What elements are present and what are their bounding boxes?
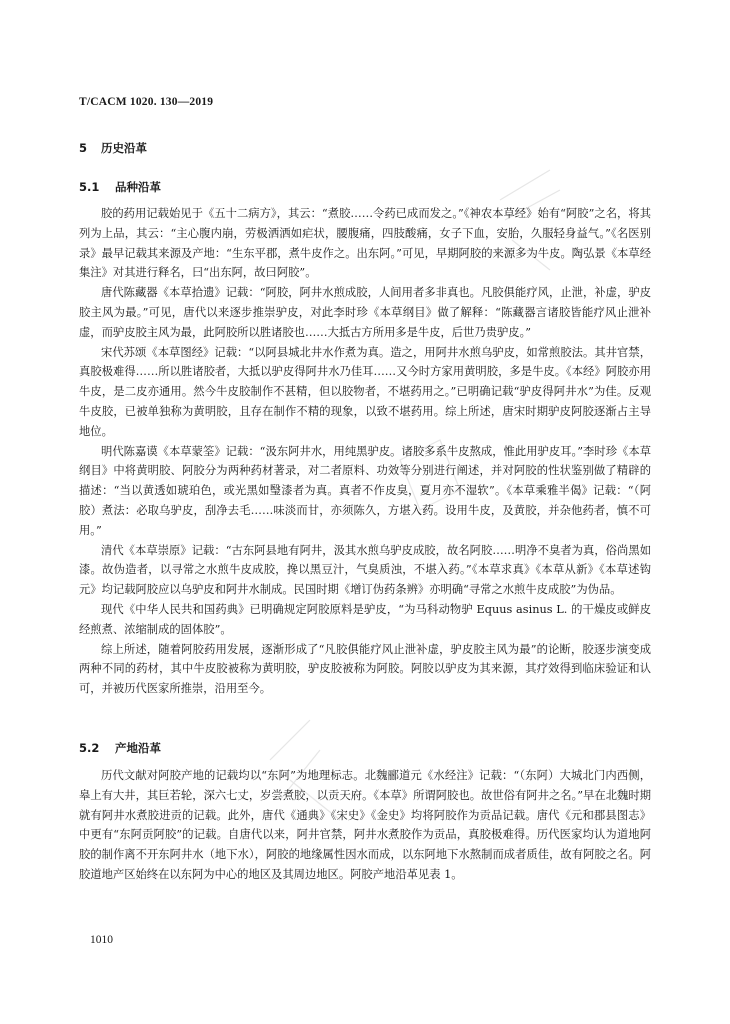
variety-history-body bbox=[79, 204, 651, 699]
subsection-title: 产地沿革 bbox=[115, 741, 161, 755]
subsection-title: 品种沿革 bbox=[115, 180, 161, 194]
paragraph: 现代《中华人民共和国药典》已明确规定阿胶原料是驴皮，“为马科动物驴 Equus asinus L. 的干燥皮或鲜皮经煎煮、浓缩制成的固体胶”。 bbox=[79, 602, 651, 636]
paragraph: 明代陈嘉谟《本草蒙筌》记载：“汲东阿井水，用纯黑驴皮。诸胶多系牛皮熬成，惟此用驴皮耳。”李时珍《本草纲目》中将黄明胶、阿胶分为两种药材著录，对二者原料、功效等分别进行阐述，并对阿胶的性状鉴别做了精辟的描述：“当以黄透如琥珀色，或光黑如瑿漆者为真。真者不作皮臭，夏月亦不湿软”。《本草乘雅半偈》记载：“（阿胶）煮法：必取乌驴皮，刮净去毛……味淡而甘，亦须陈久，方堪入药。设用牛皮，及黄胶，并杂他药者，慎不可用。” bbox=[79, 444, 651, 537]
paragraph: 历代文献对阿胶产地的记载均以“东阿”为地理标志。北魏郦道元《水经注》记载：“（东阿）大城北门内西侧，皋上有大井，其巨若轮，深六七丈，岁尝煮胶，以贡天府。《本草》所谓阿胶也。故世俗有阿井之名。”早在北魏时期就有阿井水煮胶进贡的记载。此外，唐代《通典》《宋史》《金史》均将阿胶作为贡品记载。唐代《元和郡县图志》中更有“东阿贡阿胶”的记载。自唐代以来，阿井官禁，阿井水煮胶作为贡品，真胶极难得。历代医家均认为道地阿胶的制作离不开东阿井水（地下水），阿胶的地缘属性因水而成，以东阿地下水熬制而成者质佳，故有阿胶之名。阿胶道地产区始终在以东阿为中心的地区及其周边地区。阿胶产地沿革见表 1。 bbox=[79, 769, 651, 881]
paragraph: 唐代陈藏器《本草拾遗》记载：“阿胶，阿井水煎成胶，人间用者多非真也。凡胶俱能疗风，止泄，补虚，驴皮胶主风为最。”可见，唐代以来逐步推崇驴皮，对此李时珍《本草纲目》做了解释：“陈藏器言诸胶皆能疗风止泄补虚，而驴皮胶主风为最，此阿胶所以胜诸胶也……大抵古方所用多是牛皮，后世乃贵驴皮。” bbox=[79, 286, 651, 339]
section-number: 5 bbox=[79, 141, 88, 155]
origin-history-body bbox=[79, 766, 651, 885]
subsection-heading-1 bbox=[79, 179, 161, 195]
subsection-heading-2 bbox=[79, 740, 161, 756]
paragraph: 综上所述，随着阿胶药用发展，逐渐形成了“凡胶俱能疗风止泄补虚，驴皮胶主风为最”的论断，胶逐步演变成两种不同的药材，其中牛皮胶被称为黄明胶，驴皮胶被称为阿胶。阿胶以驴皮为其来源，其疗效得到临床验证和认可，并被历代医家所推崇，沿用至今。 bbox=[79, 642, 651, 696]
paragraph: 宋代苏颂《本草图经》记载：“以阿县城北井水作煮为真。造之，用阿井水煎乌驴皮，如常煎胶法。其井官禁，真胶极难得……所以胜诸胶者，大抵以驴皮得阿井水乃佳耳……又今时方家用黄明胶，多是牛皮。《本经》阿胶亦用牛皮，是二皮亦通用。然今牛皮胶制作不甚精，但以胶物者，不堪药用之。”已明确记载“驴皮得阿井水”为佳。反观牛皮胶，已被单独称为黄明胶，且存在制作不精的现象，以致不堪药用。综上所述，唐宋时期驴皮阿胶逐渐占主导地位。 bbox=[79, 345, 651, 438]
standard-id: T/CACM 1020. 130—2019 bbox=[79, 96, 214, 108]
subsection-number: 5.1 bbox=[79, 180, 100, 194]
page-number: 1010 bbox=[90, 934, 113, 946]
paragraph: 清代《本草崇原》记载：“古东阿县地有阿井，汲其水煎乌驴皮成胶，故名阿胶……明净不臭者为真，俗尚黑如漆。故伪造者，以寻常之水煎牛皮成胶，搀以黑豆汁，气臭质浊，不堪入药。”《本草求真》《本草从新》《本草述钩元》均记载阿胶应以乌驴皮和阿井水制成。民国时期《增订伪药条辨》亦明确“寻常之水煎牛皮成胶”为伪品。 bbox=[79, 543, 651, 597]
section-title: 历史沿革 bbox=[101, 141, 147, 155]
subsection-number: 5.2 bbox=[79, 741, 100, 755]
section-heading bbox=[79, 140, 147, 156]
paragraph: 胶的药用记载始见于《五十二病方》，其云：“煮胶……令药已成而发之。”《神农本草经》始有“阿胶”之名，将其列为上品，其云：“主心腹内崩，劳极洒洒如疟状，腰腹痛，四肢酸痛，女子下血，安胎，久服轻身益气。”《名医别录》最早记载其来源及产地：“生东平郡，煮牛皮作之。出东阿。”可见，早期阿胶的来源多为牛皮。陶弘景《本草经集注》对其进行释名，曰“出东阿，故曰阿胶”。 bbox=[79, 207, 651, 280]
